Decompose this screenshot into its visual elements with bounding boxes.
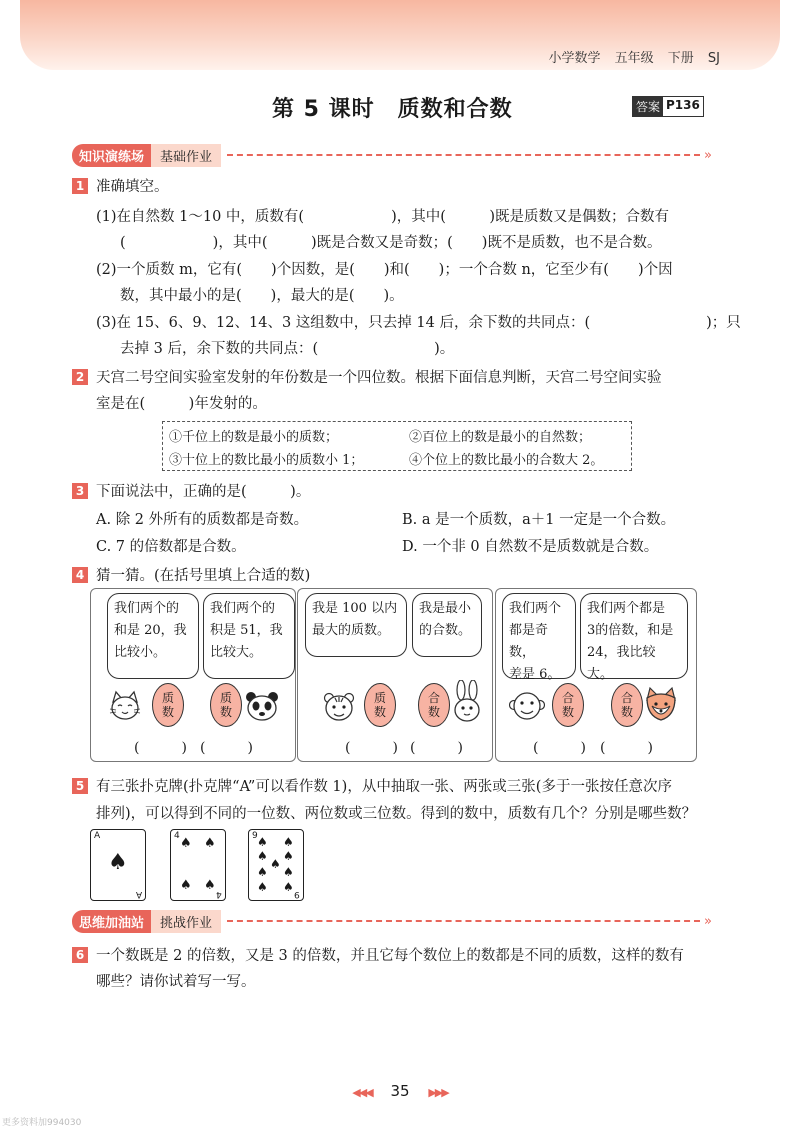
panda-icon — [244, 690, 280, 724]
option-a: A. 除 2 外所有的质数都是奇数。 — [96, 512, 309, 528]
answer-blank[interactable]: ( ) — [345, 740, 398, 756]
cat-icon — [108, 690, 142, 724]
speech-bubble: 我们两个的 积是 51，我 比较大。 — [203, 593, 295, 679]
subject-label: 小学数学 — [548, 51, 601, 66]
answer-blank[interactable]: ( ) — [410, 740, 463, 756]
answer-blank[interactable]: ( ) — [600, 740, 653, 756]
question-text: 一个数既是 2 的倍数，又是 3 的倍数，并且它每个数位上的数都是不同的质数，这样的数有 — [96, 948, 684, 964]
question-text: 哪些？请你试着写一写。 — [96, 974, 256, 990]
speech-bubble: 我是 100 以内 最大的质数。 — [305, 593, 407, 657]
question-text: 数，其中最小的是( )，最大的是( )。 — [120, 288, 404, 304]
question-number: 6 — [72, 947, 88, 963]
right-arrows-icon: ▶▶▶ — [428, 1086, 448, 1099]
playing-card-four — [170, 829, 226, 901]
spade-icon: ♠ — [257, 835, 268, 849]
composite-label-egg: 合 数 — [552, 683, 584, 727]
question-title: 猜一猜。(在括号里填上合适的数) — [96, 568, 311, 584]
spade-icon: ♠ — [257, 865, 268, 879]
question-number: 5 — [72, 778, 88, 794]
speech-bubble: 我们两个都是 3的倍数，和是 24，我比较大。 — [580, 593, 688, 679]
question-text: 去掉 3 后，余下数的共同点：( )。 — [120, 341, 455, 357]
card-rank: A — [135, 889, 142, 899]
prime-label-egg: 质 数 — [152, 683, 184, 727]
book-info — [538, 47, 720, 66]
section-divider — [227, 920, 700, 922]
tiger-icon — [322, 690, 356, 724]
question-title: 准确填空。 — [96, 179, 169, 195]
question-title: 下面说法中，正确的是( )。 — [96, 484, 311, 500]
section-tag: 知识演练场 — [72, 144, 151, 167]
spade-icon: ♠ — [180, 836, 192, 851]
page-footer — [0, 1082, 800, 1100]
answer-page: P136 — [666, 98, 700, 112]
question-text: 有三张扑克牌(扑克牌“A”可以看作数 1)，从中抽取一张、两张或三张(多于一张按任意次序 — [96, 779, 672, 795]
option-b: B. a 是一个质数，a＋1 一定是一个合数。 — [402, 512, 676, 528]
grade-label: 五年级 — [614, 51, 654, 66]
left-arrows-icon: ◀◀◀ — [352, 1086, 372, 1099]
clue-4: ④个位上的数比最小的合数大 2。 — [409, 453, 604, 468]
lesson-title: 第 5 课时 质数和合数 — [272, 97, 513, 122]
spade-icon: ♠ — [257, 880, 268, 894]
answer-blank[interactable]: ( ) — [533, 740, 586, 756]
card-rank: A — [94, 831, 101, 841]
section-challenge-header — [72, 910, 712, 932]
card-rank: 9 — [252, 831, 258, 841]
chevron-right-icon: » — [704, 913, 712, 929]
spade-icon: ♠ — [283, 865, 294, 879]
speech-bubble: 我是最小 的合数。 — [412, 593, 482, 657]
spade-icon: ♠ — [204, 836, 216, 851]
answer-blank[interactable]: ( ) — [200, 740, 253, 756]
spade-icon: ♠ — [204, 878, 216, 893]
clue-box — [162, 421, 632, 471]
clue-1: ①千位上的数是最小的质数； — [169, 430, 339, 445]
spade-icon: ♠ — [283, 835, 294, 849]
question-text: (1)在自然数 1～10 中，质数有( )，其中( )既是质数又是偶数；合数有 — [96, 209, 670, 225]
composite-label-egg: 合 数 — [611, 683, 643, 727]
spade-icon: ♠ — [108, 850, 128, 875]
rabbit-icon — [452, 680, 482, 724]
edition-label: SJ — [707, 51, 720, 66]
speech-bubble: 我们两个 都是奇数， 差是 6。 — [502, 593, 576, 679]
question-text: ( )，其中( )既是合数又是奇数；( )既不是质数，也不是合数。 — [120, 235, 662, 251]
playing-card-ace — [90, 829, 146, 901]
fox-icon — [643, 686, 679, 724]
monkey-icon — [509, 688, 545, 724]
section-basic-header — [72, 144, 712, 166]
card-rank: 4 — [174, 831, 180, 841]
card-rank: 4 — [216, 889, 222, 899]
spade-icon: ♠ — [283, 880, 294, 894]
card-rank: 9 — [294, 889, 300, 899]
chevron-right-icon: » — [704, 147, 712, 163]
question-text: 排列)，可以得到不同的一位数、两位数或三位数。得到的数中，质数有几个？分别是哪些数？ — [96, 806, 697, 822]
section-subtitle: 基础作业 — [151, 144, 221, 167]
option-d: D. 一个非 0 自然数不是质数就是合数。 — [402, 539, 659, 555]
question-number: 1 — [72, 178, 88, 194]
answer-label: 答案 — [633, 97, 663, 116]
prime-label-egg: 质 数 — [210, 683, 242, 727]
question-number: 2 — [72, 369, 88, 385]
clue-3: ③十位上的数比最小的质数小 1； — [169, 453, 364, 468]
question-number: 4 — [72, 567, 88, 583]
section-divider — [227, 154, 700, 156]
spade-icon: ♠ — [270, 857, 281, 871]
playing-card-nine — [248, 829, 304, 901]
page-number: 35 — [390, 1082, 410, 1100]
question-text: 室是在( )年发射的。 — [96, 396, 267, 412]
speech-bubble: 我们两个的 和是 20，我 比较小。 — [107, 593, 199, 679]
question-text: (2)一个质数 m，它有( )个因数，是( )和( )；一个合数 n，它至少有( )个因 — [96, 262, 673, 278]
composite-label-egg: 合 数 — [418, 683, 450, 727]
answer-blank[interactable]: ( ) — [134, 740, 187, 756]
section-subtitle: 挑战作业 — [151, 910, 221, 933]
question-number: 3 — [72, 483, 88, 499]
answer-reference — [632, 96, 704, 117]
watermark: 更多资料加994030 — [2, 1118, 82, 1128]
prime-label-egg: 质 数 — [364, 683, 396, 727]
section-tag: 思维加油站 — [72, 910, 151, 933]
spade-icon: ♠ — [257, 849, 268, 863]
option-c: C. 7 的倍数都是合数。 — [96, 539, 246, 555]
spade-icon: ♠ — [283, 849, 294, 863]
question-text: 天宫二号空间实验室发射的年份数是一个四位数。根据下面信息判断，天宫二号空间实验 — [96, 370, 662, 386]
volume-label: 下册 — [667, 51, 694, 66]
clue-2: ②百位上的数是最小的自然数； — [409, 430, 592, 445]
spade-icon: ♠ — [180, 878, 192, 893]
question-text: (3)在 15、6、9、12、14、3 这组数中，只去掉 14 后，余下数的共同点：( )；只 — [96, 315, 741, 331]
